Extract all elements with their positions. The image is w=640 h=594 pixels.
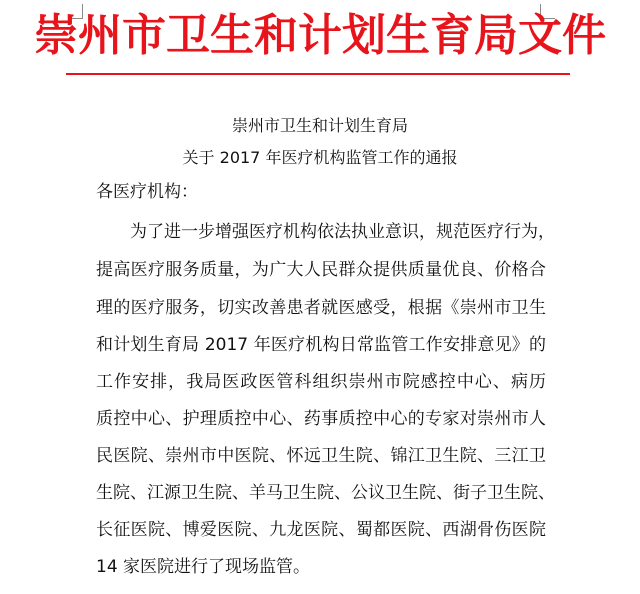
body-line: 和计划生育局 2017 年医疗机构日常监管工作安排意见》的	[96, 335, 546, 355]
body-line: 提高医疗服务质量，为广大人民群众提供质量优良、价格合	[96, 260, 546, 280]
body-line: 为了进一步增强医疗机构依法执业意识，规范医疗行为，	[130, 222, 555, 242]
body-line: 工作安排，我局医政医管科组织崇州市院感控中心、病历	[96, 372, 546, 392]
body-line: 生院、江源卫生院、羊马卫生院、公议卫生院、街子卫生院、	[96, 483, 555, 503]
body-line: 长征医院、博爱医院、九龙医院、蜀都医院、西湖骨伤医院	[96, 520, 546, 540]
body-line: 14 家医院进行了现场监管。	[96, 557, 311, 577]
issuer-line: 崇州市卫生和计划生育局	[231, 116, 408, 135]
body-line: 民医院、崇州市中医院、怀远卫生院、锦江卫生院、三江卫	[96, 446, 546, 466]
body-line: 质控中心、护理质控中心、药事质控中心的专家对崇州市人	[96, 409, 546, 429]
body-line: 理的医疗服务，切实改善患者就医感受，根据《崇州市卫生	[96, 298, 546, 318]
document-subject: 关于 2017 年医疗机构监管工作的通报	[182, 148, 458, 167]
salutation: 各医疗机构：	[96, 182, 198, 202]
document-header-title: 崇州市卫生和计划生育局文件	[34, 10, 606, 61]
header-divider-line	[66, 73, 570, 75]
